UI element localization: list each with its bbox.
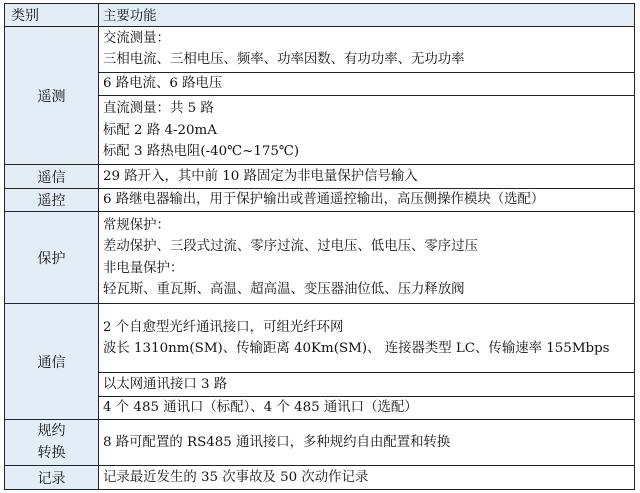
communication-485-block	[99, 396, 635, 420]
records-block	[99, 466, 635, 490]
content-line: 轻瓦斯、重瓦斯、高温、超高温、变压器油位低、压力释放阀	[103, 282, 465, 298]
category-telecontrol: 遥控	[5, 188, 99, 212]
protocol-conversion-block	[99, 420, 635, 466]
category-telemetry: 遥测	[5, 26, 99, 164]
telesignal-block	[99, 165, 635, 189]
communication-ethernet-block	[99, 373, 635, 397]
telemetry-dc-block	[99, 96, 635, 165]
telemetry-channels-block	[99, 72, 635, 96]
category-communication: 通信	[5, 304, 99, 420]
content-line: 29 路开入，其中前 10 路固定为非电量保护信号输入	[103, 168, 418, 184]
table-header-row	[5, 4, 635, 27]
content-line: 8 路可配置的 RS485 通讯接口，多种规约自由配置和转换	[103, 435, 451, 451]
content-line: 4 个 485 通讯口（标配）、4 个 485 通讯口（选配）	[103, 400, 418, 416]
content-line: 2 个自愈型光纤通讯接口，可组光纤环网	[103, 319, 344, 335]
communication-fiber-block	[99, 304, 635, 373]
category-records: 记录	[5, 466, 99, 490]
function-spec-table	[4, 3, 635, 490]
table-row	[5, 304, 635, 373]
content-line: 常规保护：	[103, 217, 170, 233]
content-line: 差动保护、三段式过流、零序过流、过电压、低电压、零序过压	[103, 239, 478, 255]
telemetry-ac-block	[99, 26, 635, 72]
content-line: 标配 2 路 4-20mA	[103, 122, 217, 138]
table-row	[5, 373, 635, 397]
table-row	[5, 212, 635, 304]
content-line: 6 路电流、6 路电压	[103, 76, 223, 92]
telecontrol-block	[99, 188, 635, 212]
table-row	[5, 26, 635, 72]
content-line: 以太网通讯接口 3 路	[103, 376, 228, 392]
content-line: 三相电流、三相电压、频率、功率因数、有功功率、无功功率	[103, 52, 465, 68]
category-line: 转换	[37, 444, 66, 461]
category-protection: 保护	[5, 212, 99, 304]
header-function: 主要功能	[99, 4, 635, 27]
table-row	[5, 96, 635, 165]
protection-block	[99, 212, 635, 304]
table-row	[5, 466, 635, 490]
table-row	[5, 396, 635, 420]
table-row	[5, 165, 635, 189]
content-line: 交流测量：	[103, 30, 170, 46]
header-category: 类别	[5, 4, 99, 27]
content-line: 非电量保护：	[103, 260, 184, 276]
content-line: 波长 1310nm(SM)、传输距离 40Km(SM)、 连接器类型 LC、传输速率 155Mbps	[103, 341, 610, 357]
content-line: 直流测量：共 5 路	[103, 101, 214, 117]
category-protocol-conversion	[5, 420, 99, 466]
table-row	[5, 420, 635, 466]
category-telesignal: 遥信	[5, 165, 99, 189]
table-row	[5, 188, 635, 212]
content-line: 标配 3 路热电阻(-40℃~175℃)	[103, 144, 300, 160]
table-row	[5, 72, 635, 96]
content-line: 记录最近发生的 35 次事故及 50 次动作记录	[103, 469, 369, 485]
content-line: 6 路继电器输出，用于保护输出或普通遥控输出，高压侧操作模块（选配）	[103, 192, 545, 208]
category-line: 规约	[37, 423, 66, 440]
